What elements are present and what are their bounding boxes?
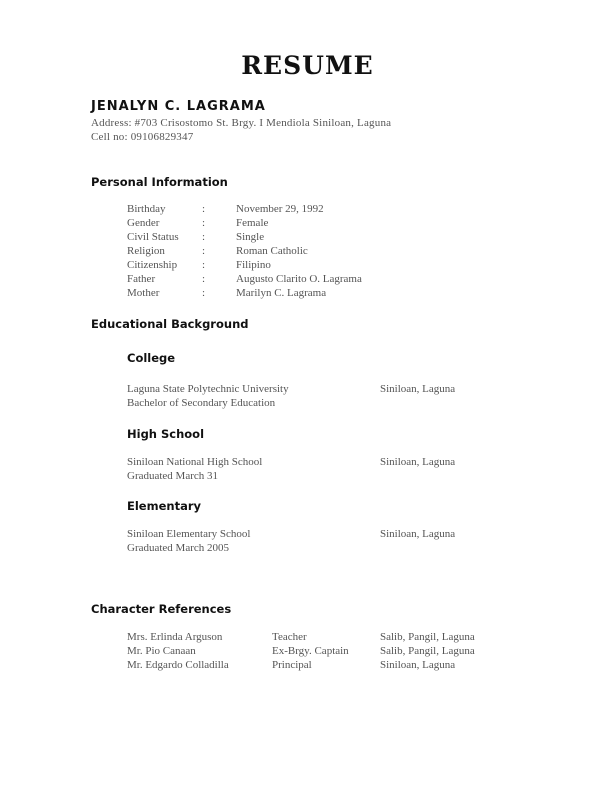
elementary-name: Siniloan Elementary School: [127, 528, 251, 540]
reference-location: Salib, Pangil, Laguna: [380, 631, 475, 643]
personal-sep: :: [202, 231, 206, 243]
elementary-graduated: Graduated March 2005: [127, 542, 230, 554]
reference-name: Mrs. Erlinda Arguson: [127, 631, 223, 643]
elementary-heading: Elementary: [127, 499, 201, 513]
college-location: Siniloan, Laguna: [380, 383, 456, 395]
cell-line: Cell no: 09106829347: [91, 131, 194, 143]
personal-value: Roman Catholic: [236, 245, 308, 257]
personal-value: Augusto Clarito O. Lagrama: [236, 273, 362, 285]
address-line: Address: #703 Crisostomo St. Brgy. I Mendiola Siniloan, Laguna: [91, 117, 392, 129]
personal-sep: :: [202, 203, 206, 215]
personal-sep: :: [202, 245, 206, 257]
personal-value: Filipino: [236, 259, 271, 271]
high-school-graduated: Graduated March 31: [127, 470, 219, 482]
high-school-location: Siniloan, Laguna: [380, 456, 456, 468]
reference-name: Mr. Pio Canaan: [127, 645, 196, 657]
reference-role: Ex-Brgy. Captain: [272, 645, 349, 657]
personal-value: Single: [236, 231, 265, 243]
education-heading: Educational Background: [91, 317, 249, 331]
reference-name: Mr. Edgardo Colladilla: [127, 659, 229, 671]
reference-role: Principal: [272, 659, 312, 671]
personal-label: Birthday: [127, 203, 166, 215]
reference-location: Salib, Pangil, Laguna: [380, 645, 475, 657]
reference-location: Siniloan, Laguna: [380, 659, 456, 671]
personal-label: Gender: [127, 217, 160, 229]
personal-sep: :: [202, 259, 206, 271]
personal-label: Civil Status: [127, 231, 179, 243]
personal-info-heading: Personal Information: [91, 175, 228, 189]
college-school: Laguna State Polytechnic University: [127, 383, 289, 395]
personal-label: Mother: [127, 287, 160, 299]
personal-value: November 29, 1992: [236, 203, 324, 215]
personal-label: Religion: [127, 245, 165, 257]
personal-sep: :: [202, 217, 206, 229]
elementary-location: Siniloan, Laguna: [380, 528, 456, 540]
college-heading: College: [127, 351, 176, 365]
personal-sep: :: [202, 273, 206, 285]
college-degree: Bachelor of Secondary Education: [127, 397, 276, 409]
personal-sep: :: [202, 287, 206, 299]
high-school-heading: High School: [127, 427, 205, 441]
reference-role: Teacher: [272, 631, 307, 643]
personal-value: Marilyn C. Lagrama: [236, 287, 327, 299]
applicant-name: JENALYN C. LAGRAMA: [91, 99, 266, 114]
personal-label: Citizenship: [127, 259, 178, 271]
high-school-name: Siniloan National High School: [127, 456, 263, 468]
personal-value: Female: [236, 217, 269, 229]
references-heading: Character References: [91, 602, 232, 616]
resume-title: RESUME: [241, 51, 374, 80]
personal-label: Father: [127, 273, 156, 285]
